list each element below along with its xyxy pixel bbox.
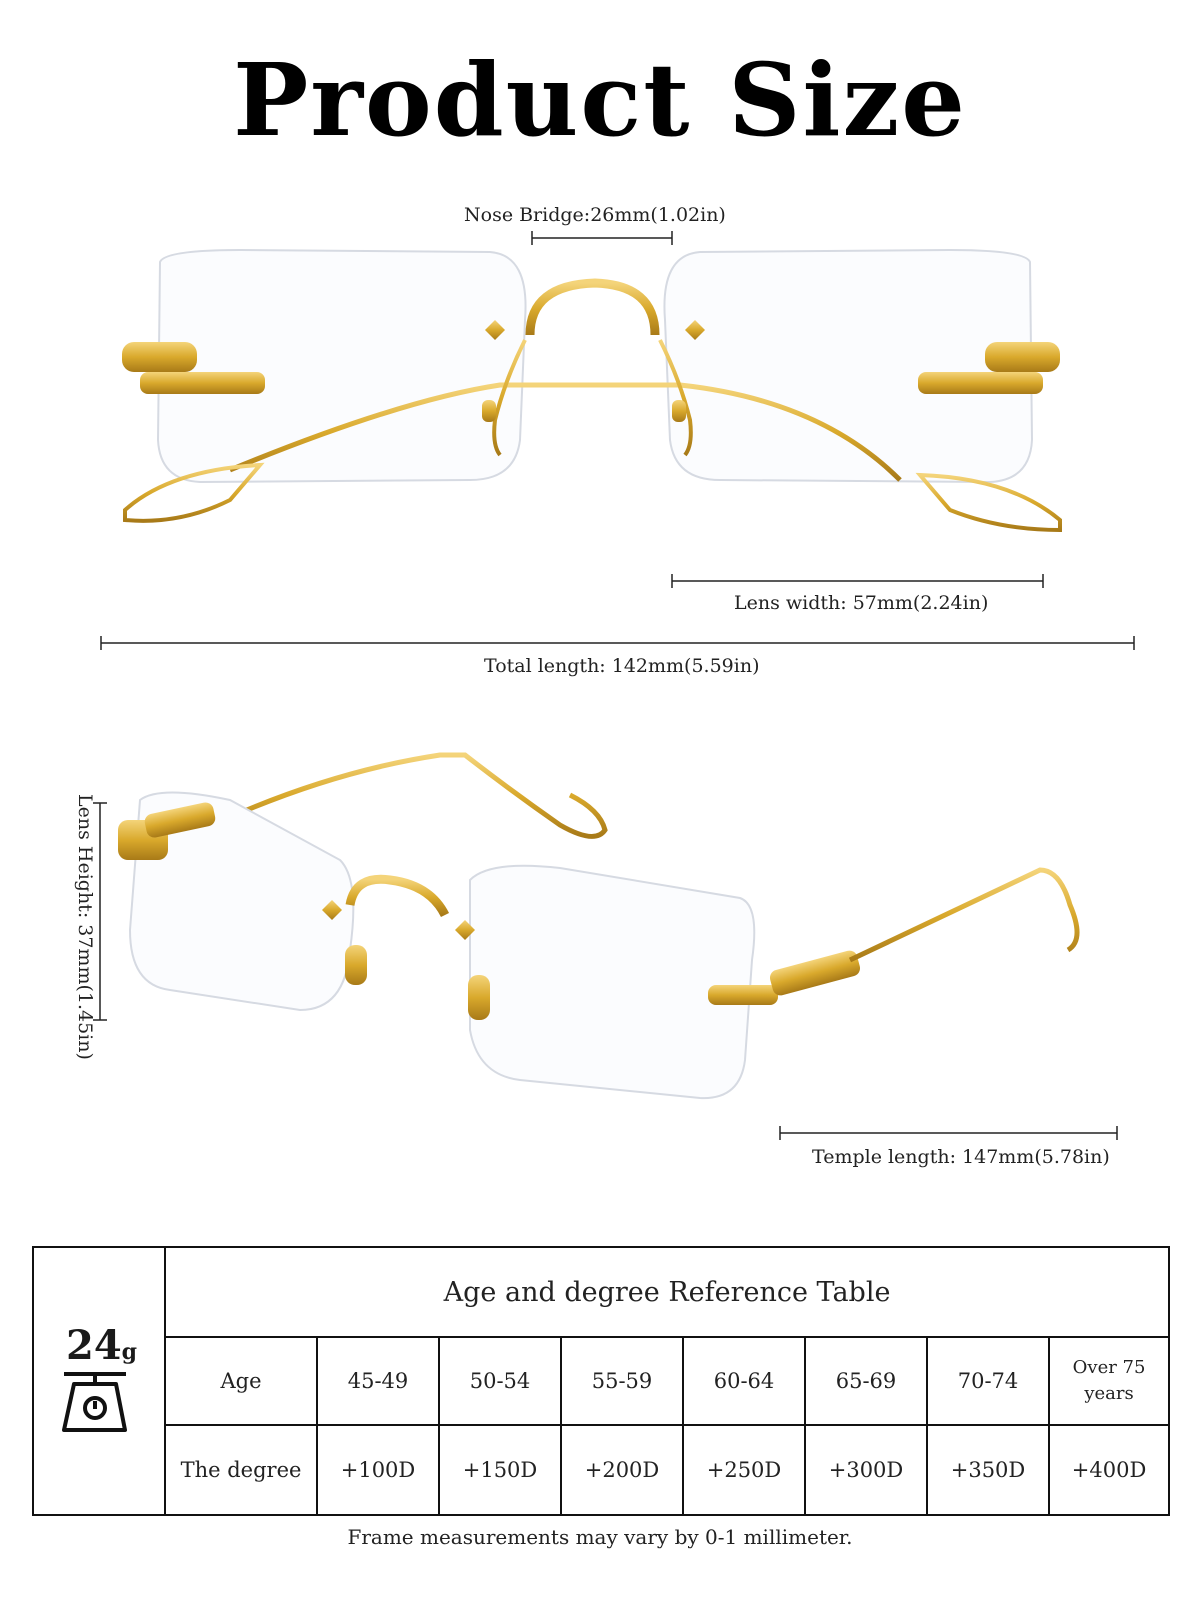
degree-cell: +350D [927, 1425, 1049, 1515]
lens-width-label: Lens width: 57mm(2.24in) [734, 592, 989, 614]
age-row-label: Age [165, 1337, 317, 1425]
degree-row [33, 1425, 1169, 1515]
age-cell: 50-54 [439, 1337, 561, 1425]
weight-number: 24 [66, 1322, 122, 1369]
age-degree-reference-table [32, 1246, 1170, 1516]
age-row [33, 1337, 1169, 1425]
angled-right-lens [470, 866, 754, 1098]
age-cell: 45-49 [317, 1337, 439, 1425]
angled-view-glasses [118, 755, 1077, 1098]
weight-unit: g [121, 1339, 138, 1365]
degree-cell: +400D [1049, 1425, 1169, 1515]
front-view-glasses [122, 250, 1060, 530]
age-cell-over-75 [1049, 1337, 1169, 1425]
table-title-cell [165, 1247, 1169, 1337]
total-length-label: Total length: 142mm(5.59in) [484, 655, 760, 677]
degree-cell: +300D [805, 1425, 927, 1515]
degree-cell: +150D [439, 1425, 561, 1515]
page-title: Product Size [233, 41, 967, 159]
age-over-line1: Over 75 [1072, 1357, 1146, 1378]
age-over-line2: years [1084, 1383, 1134, 1404]
degree-cell: +200D [561, 1425, 683, 1515]
nose-bridge-label: Nose Bridge:26mm(1.02in) [464, 204, 726, 226]
left-lens [158, 250, 526, 482]
age-cell: 55-59 [561, 1337, 683, 1425]
footnote: Frame measurements may vary by 0-1 millimeter. [347, 1525, 853, 1549]
table-title: Age and degree Reference Table [443, 1276, 891, 1308]
lens-height-label: Lens Height: 37mm(1.45in) [74, 794, 96, 1060]
temple-length-label: Temple length: 147mm(5.78in) [812, 1146, 1110, 1168]
degree-cell: +250D [683, 1425, 805, 1515]
right-lens [664, 250, 1032, 482]
degree-row-label: The degree [165, 1425, 317, 1515]
weight-cell [33, 1247, 165, 1515]
degree-cell: +100D [317, 1425, 439, 1515]
age-cell: 70-74 [927, 1337, 1049, 1425]
age-cell: 60-64 [683, 1337, 805, 1425]
age-cell: 65-69 [805, 1337, 927, 1425]
